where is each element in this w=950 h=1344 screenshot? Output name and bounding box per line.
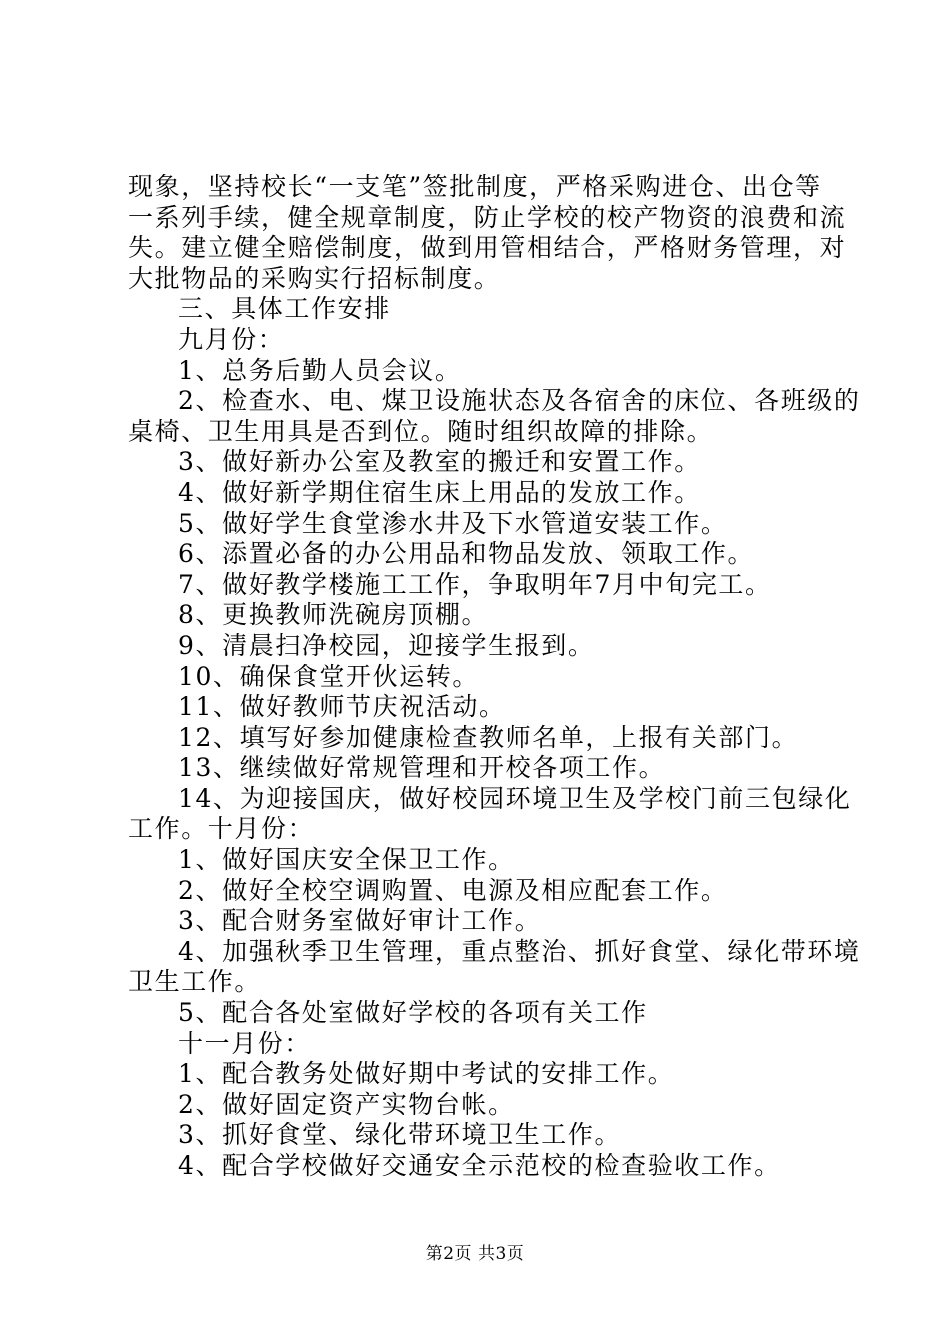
text-line: 桌椅、卫生用具是否到位。随时组织故障的排除。 [128, 416, 714, 446]
text-line: 现象，坚持校长“一支笔”签批制度，严格采购进仓、出仓等 [128, 172, 822, 201]
text-line: 10、确保食堂开伙运转。 [178, 661, 480, 691]
text-line: 6、添置必备的办公用品和物品发放、领取工作。 [178, 539, 755, 569]
document-body [128, 172, 861, 1182]
text-line: 一系列手续，健全规章制度，防止学校的校产物资的浪费和流 [128, 202, 847, 232]
text-line: 4、加强秋季卫生管理，重点整治、抓好食堂、绿化带环境 [178, 936, 861, 966]
text-line: 3、抓好食堂、绿化带环境卫生工作。 [178, 1120, 622, 1150]
text-line: 14、为迎接国庆，做好校园环境卫生及学校门前三包绿化 [178, 783, 852, 813]
text-line: 3、做好新办公室及教室的搬迁和安置工作。 [178, 447, 701, 477]
text-line: 3、配合财务室做好审计工作。 [178, 906, 542, 936]
text-line: 8、更换教师洗碗房顶棚。 [178, 600, 489, 630]
text-line: 5、做好学生食堂渗水井及下水管道安装工作。 [178, 508, 728, 538]
text-line: 4、做好新学期住宿生床上用品的发放工作。 [178, 477, 701, 507]
text-line: 13、继续做好常规管理和开校各项工作。 [178, 753, 666, 783]
text-line: 4、配合学校做好交通安全示范校的检查验收工作。 [178, 1151, 781, 1180]
page-footer: 第2页 共3页 [425, 1244, 525, 1264]
text-line: 5、配合各处室做好学校的各项有关工作 [178, 998, 648, 1028]
text-line: 1、配合教务处做好期中考试的安排工作。 [178, 1059, 675, 1089]
text-line: 2、做好固定资产实物台帐。 [178, 1089, 515, 1119]
text-line: 失。建立健全赔偿制度，做到用管相结合，严格财务管理，对 [128, 233, 847, 263]
text-line: 9、清晨扫净校园，迎接学生报到。 [178, 630, 595, 660]
text-line: 工作。十月份： [128, 814, 315, 844]
text-line: 卫生工作。 [128, 967, 262, 997]
text-line: 12、填写好参加健康检查教师名单，上报有关部门。 [178, 722, 799, 752]
text-line: 十一月份： [178, 1028, 312, 1058]
text-line: 7、做好教学楼施工工作，争取明年7月中旬完工。 [178, 569, 772, 599]
text-line: 九月份： [178, 324, 285, 354]
text-line: 1、做好国庆安全保卫工作。 [178, 845, 515, 875]
text-line: 11、做好教师节庆祝活动。 [178, 692, 506, 722]
text-line: 2、检查水、电、煤卫设施状态及各宿舍的床位、各班级的 [178, 386, 861, 416]
text-line: 1、总务后勤人员会议。 [178, 355, 462, 385]
text-line: 大批物品的采购实行招标制度。 [128, 263, 501, 293]
text-line: 2、做好全校空调购置、电源及相应配套工作。 [178, 875, 728, 905]
text-line: 三、具体工作安排 [178, 294, 391, 324]
